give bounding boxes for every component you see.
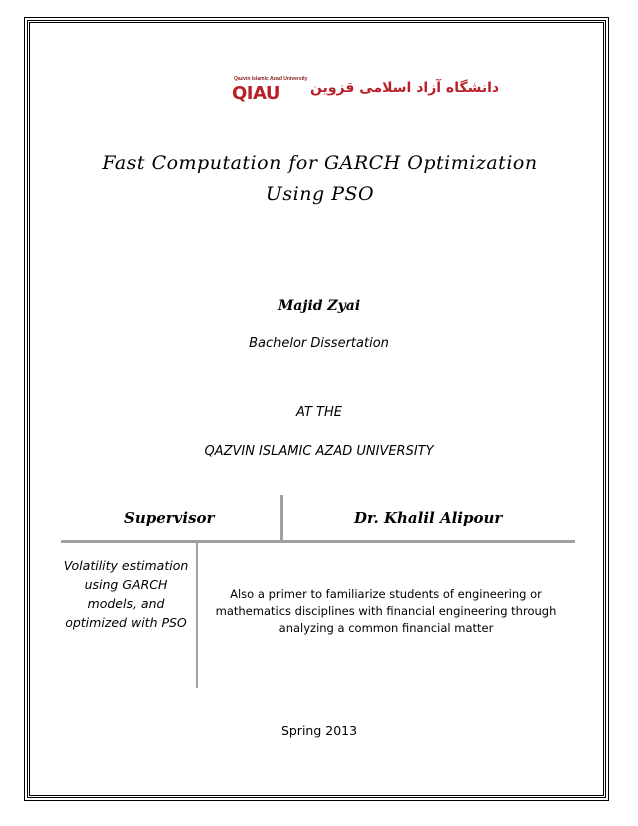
topic-summary: Volatility estimation using GARCH models, and optimized with PSO [63,558,189,630]
logo-university-name: Qazvin Islamic Azad University [234,76,308,82]
logo-mark: QIAU [232,83,280,104]
table-divider-horizontal [61,540,575,543]
title-line-1: Fast Computation for GARCH Optimization [102,152,538,174]
table-divider-vertical-top [280,495,283,541]
author-name: Majid Zyai [277,298,361,314]
at-the-label: AT THE [296,405,342,420]
submission-date: Spring 2013 [280,723,358,738]
university-logo [230,74,500,106]
dissertation-description: Also a primer to familiarize students of engineering or mathematics disciplines with financial engineering through analyzing a common financial matter [215,587,557,635]
title-line-2: Using PSO [265,183,375,205]
supervisor-name: Dr. Khalil Alipour [354,509,503,527]
university-name: QAZVIN ISLAMIC AZAD UNIVERSITY [204,444,434,459]
supervisor-label: Supervisor [124,509,215,527]
logo-persian-text: دانشگاه آزاد اسلامی قزوین [310,80,500,96]
table-divider-vertical-bottom [196,543,198,688]
degree-type: Bachelor Dissertation [249,336,389,351]
dissertation-title [60,148,580,210]
